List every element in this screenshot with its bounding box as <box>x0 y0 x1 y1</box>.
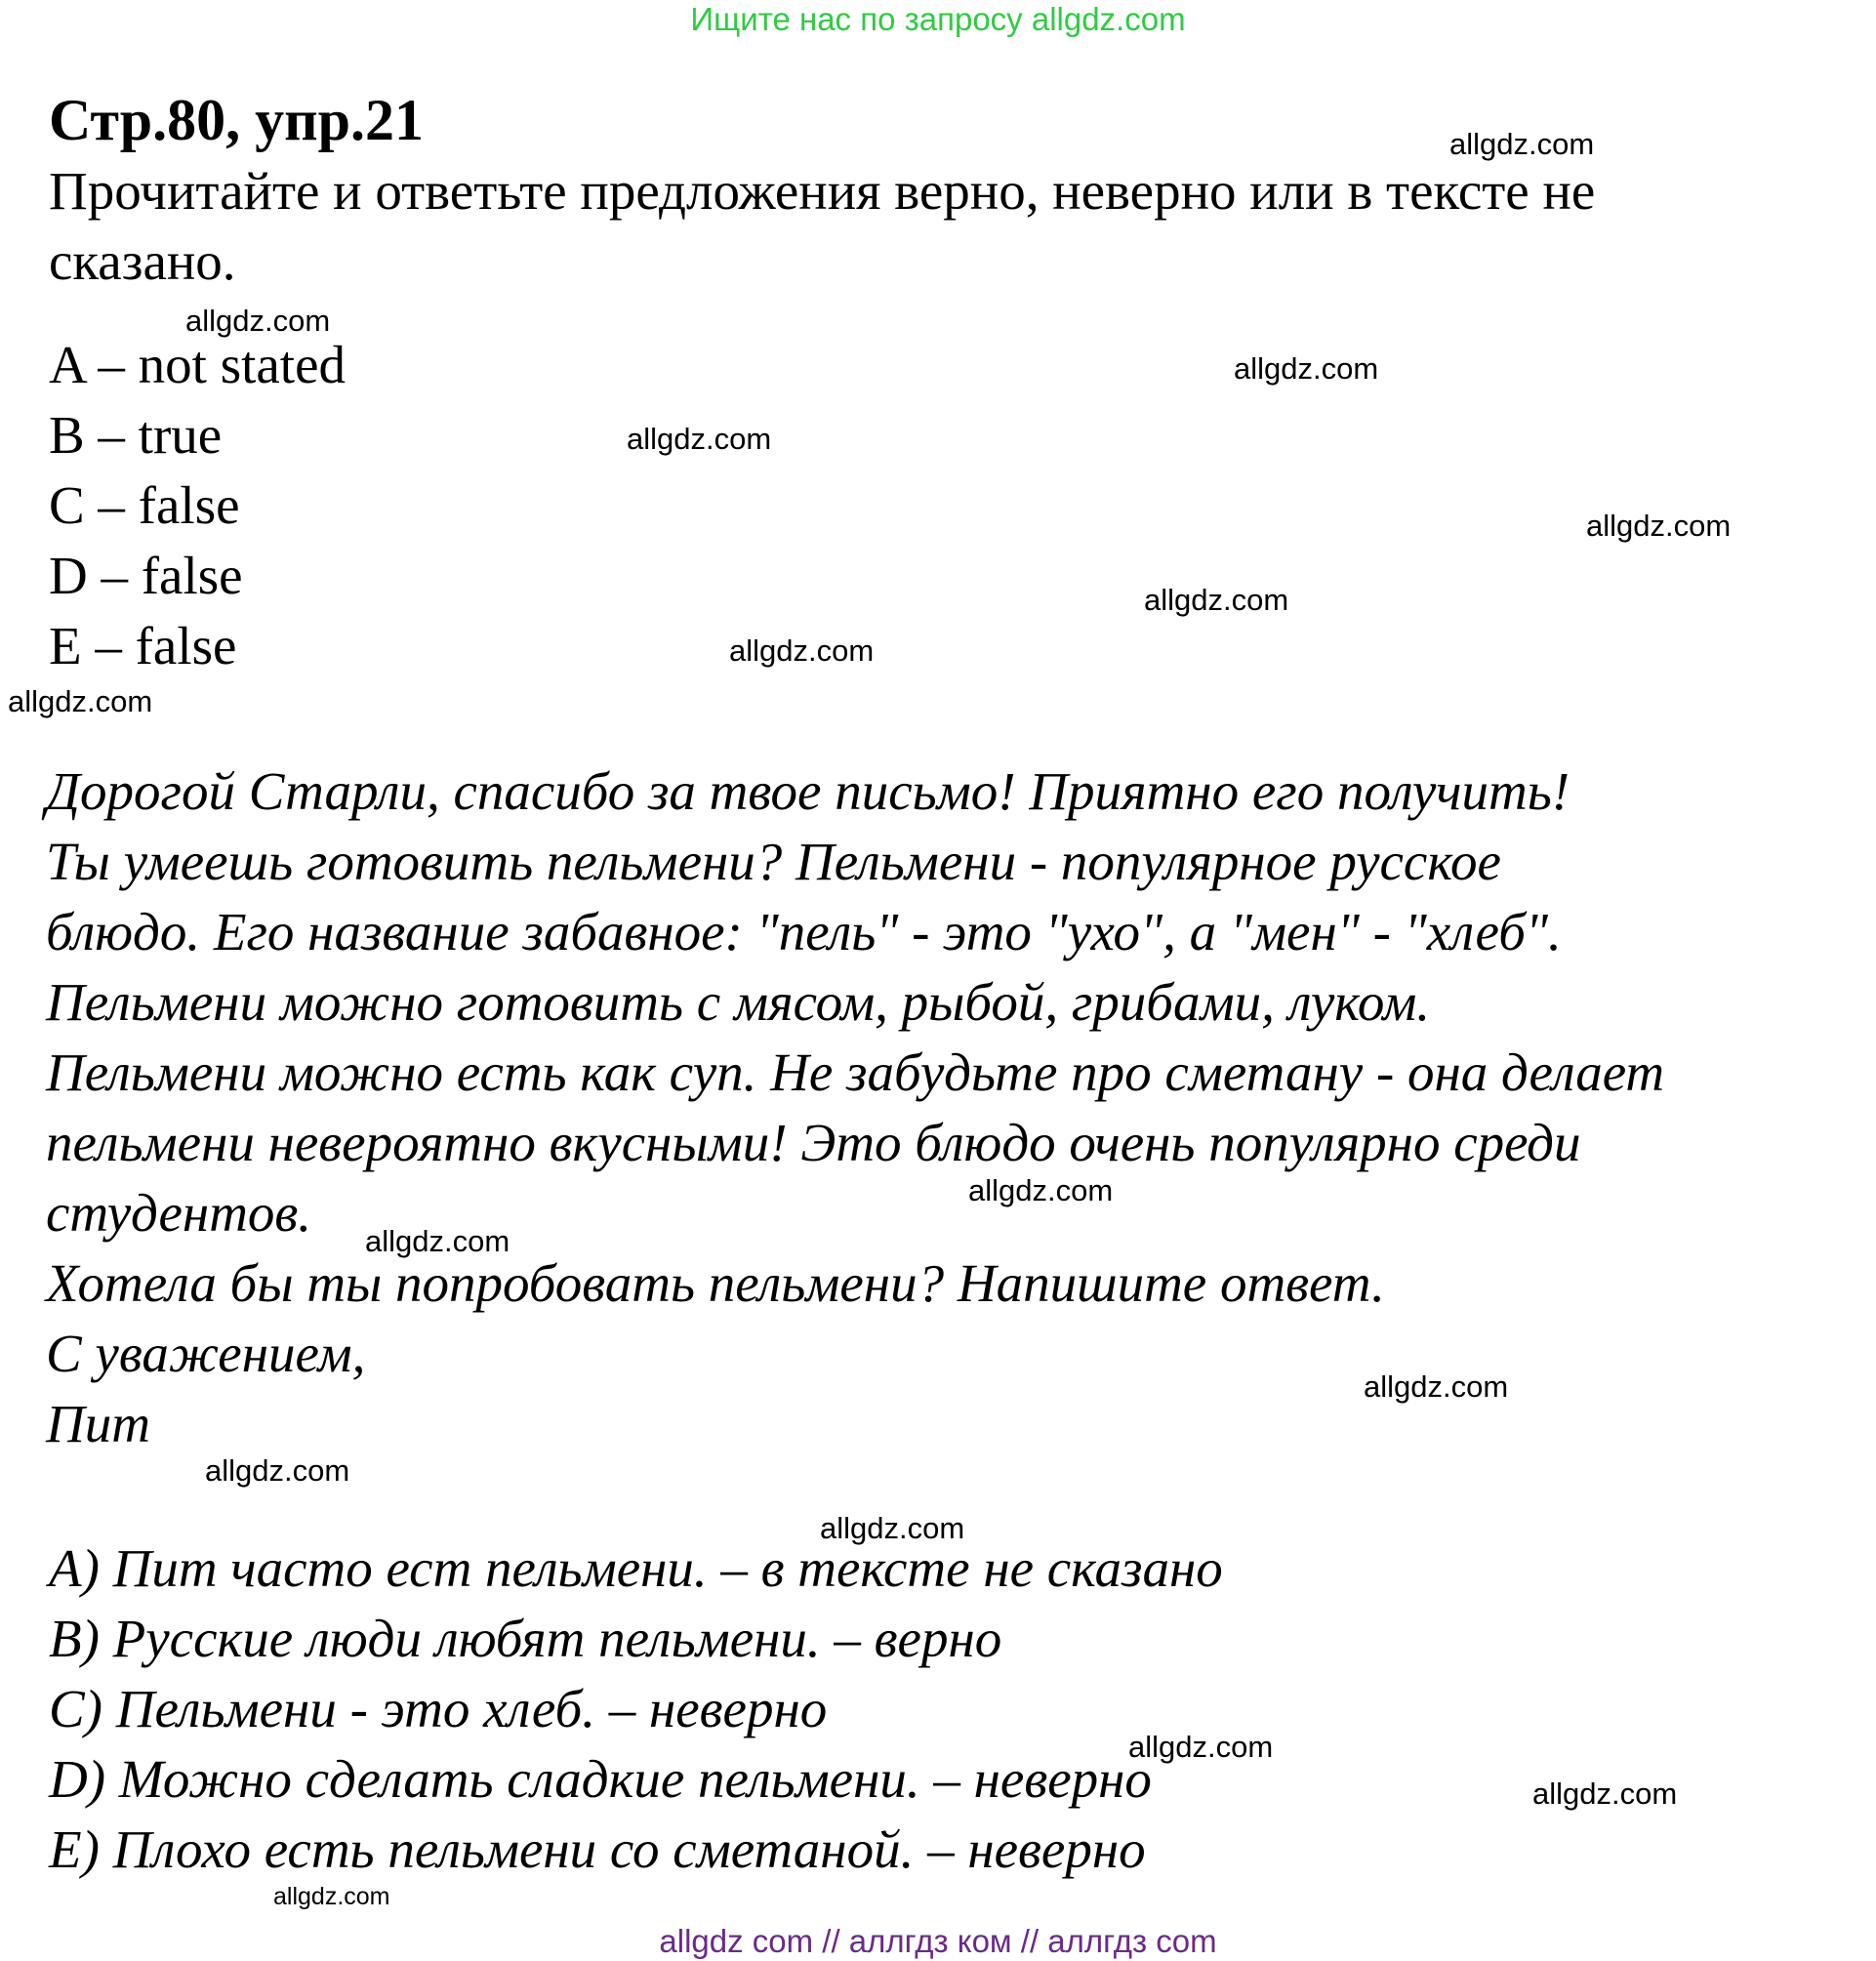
key-item-d: D – false <box>49 546 243 605</box>
watermark: allgdz.com <box>820 1511 965 1545</box>
watermark: allgdz.com <box>185 304 331 338</box>
watermark: allgdz.com <box>1532 1777 1678 1811</box>
letter-line-1: Дорогой Старли, спасибо за твое письмо! Приятно его получить! <box>46 761 1570 821</box>
answer-c: C) Пельмени - это хлеб. – неверно <box>49 1679 828 1738</box>
watermark: allgdz.com <box>1234 351 1379 386</box>
instruction-line-2: сказано. <box>49 231 236 291</box>
letter-line-5: Пельмени можно есть как суп. Не забудьте про сметану - она делает <box>46 1042 1665 1102</box>
watermark: allgdz.com <box>273 1883 390 1910</box>
letter-line-8: Хотела бы ты попробовать пельмени? Напишите ответ. <box>46 1253 1385 1313</box>
answer-e: E) Плохо есть пельмени со сметаной. – неверно <box>49 1819 1146 1879</box>
key-item-b: B – true <box>49 405 223 465</box>
answer-b: B) Русские люди любят пельмени. – верно <box>49 1609 1002 1668</box>
watermark: allgdz.com <box>365 1224 510 1258</box>
watermark: allgdz.com <box>968 1173 1114 1207</box>
letter-line-6: пельмени невероятно вкусными! Это блюдо очень популярно среди <box>46 1113 1581 1172</box>
watermark: allgdz.com <box>1586 509 1732 543</box>
letter-line-3: блюдо. Его название забавное: "пель" - это "ухо", а "мен" - "хлеб". <box>46 902 1562 961</box>
letter-signature: Пит <box>46 1394 150 1453</box>
bottom-banner: allgdz com // аллгдз ком // аллгдз com <box>659 1923 1217 1959</box>
watermark: allgdz.com <box>627 422 772 456</box>
page-title: Стр.80, упр.21 <box>49 88 425 152</box>
top-banner: Ищите нас по запросу allgdz.com <box>690 1 1186 37</box>
watermark: allgdz.com <box>1449 127 1595 161</box>
answer-d: D) Можно сделать сладкие пельмени. – неверно <box>49 1749 1152 1809</box>
letter-line-4: Пельмени можно готовить с мясом, рыбой, грибами, луком. <box>46 972 1431 1032</box>
instruction-line-1: Прочитайте и ответьте предложения верно, неверно или в тексте не <box>49 161 1596 221</box>
watermark: allgdz.com <box>729 633 875 668</box>
watermark: allgdz.com <box>8 684 153 718</box>
key-item-c: C – false <box>49 475 240 535</box>
answer-a: A) Пит часто ест пельмени. – в тексте не сказано <box>49 1538 1223 1598</box>
watermark: allgdz.com <box>1128 1730 1274 1764</box>
letter-line-7: студентов. <box>46 1183 312 1243</box>
letter-line-2: Ты умеешь готовить пельмени? Пельмени - популярное русское <box>46 832 1501 891</box>
watermark: allgdz.com <box>1144 583 1289 617</box>
watermark: allgdz.com <box>1364 1369 1509 1404</box>
key-item-e: E – false <box>49 616 237 675</box>
key-item-a: A – not stated <box>49 335 347 394</box>
watermark: allgdz.com <box>205 1453 350 1488</box>
letter-closing: С уважением, <box>46 1324 366 1383</box>
